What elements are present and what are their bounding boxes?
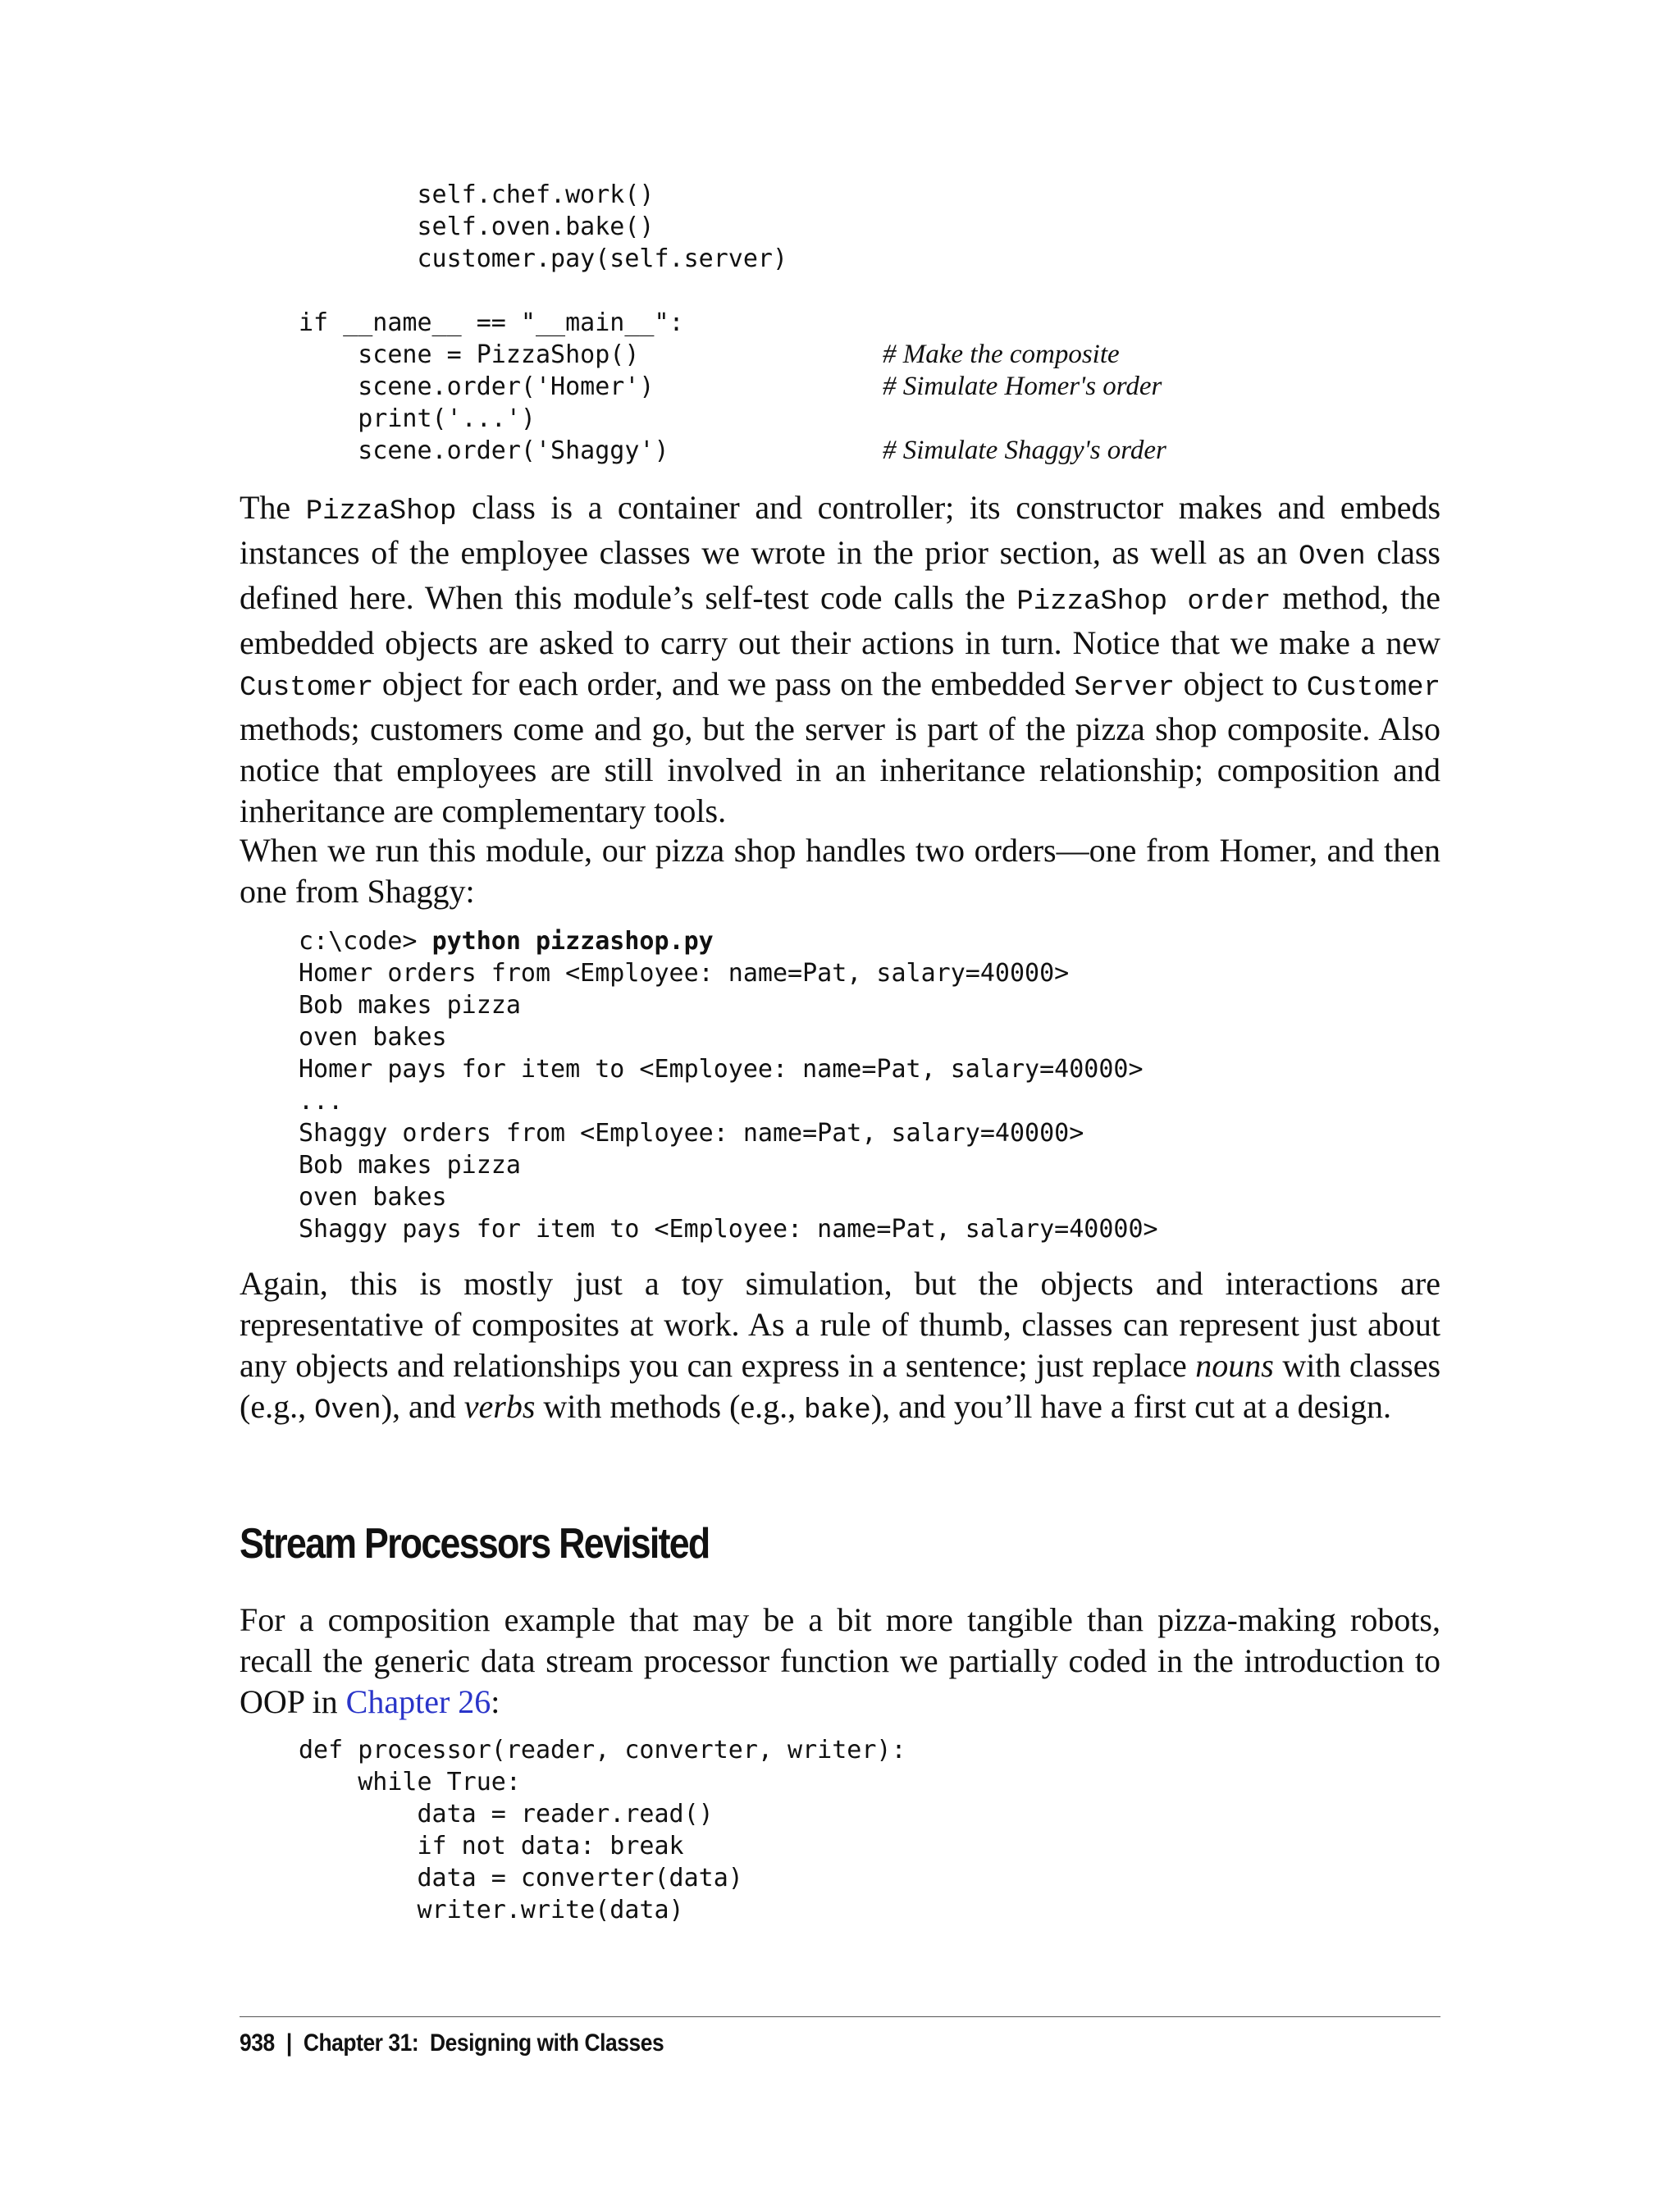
output-line: oven bakes	[299, 1023, 447, 1052]
inline-code: Server	[1074, 673, 1175, 704]
inline-code: PizzaShop order	[1016, 587, 1271, 618]
output-line: oven bakes	[299, 1183, 447, 1212]
shell-command: python pizzashop.py	[431, 927, 714, 956]
paragraph-stream-processor: For a composition example that may be a bit more tangible than pizza-making robots, recall the generic data stream processor function we partially coded in the introduction to OOP in Chapter 26:	[240, 1601, 1440, 1720]
inline-code: PizzaShop	[305, 496, 457, 527]
inline-code: Customer	[1306, 673, 1440, 704]
inline-code: Customer	[240, 673, 374, 704]
code-line: self.oven.bake()	[299, 212, 655, 241]
code-block-pizzashop	[299, 179, 788, 467]
paragraph-run-module: When we run this module, our pizza shop handles two orders—one from Homer, and then one from Shaggy:	[240, 832, 1440, 910]
code-block-output	[299, 925, 1158, 1245]
page-number: 938	[240, 2029, 275, 2057]
output-line: Homer orders from <Employee: name=Pat, salary=40000>	[299, 959, 1070, 988]
output-line: ...	[299, 1087, 344, 1116]
code-line: scene = PizzaShop()	[299, 340, 640, 369]
chapter-title: Chapter 31: Designing with Classes	[303, 2029, 664, 2057]
output-line: Shaggy pays for item to <Employee: name=Pat, salary=40000>	[299, 1215, 1158, 1244]
code-comment: # Simulate Shaggy's order	[883, 436, 1166, 465]
output-line: Shaggy orders from <Employee: name=Pat, salary=40000>	[299, 1119, 1084, 1148]
footer-separator: |	[285, 2029, 292, 2057]
inline-code: bake	[804, 1395, 871, 1427]
footer-divider	[240, 2016, 1440, 2017]
code-line: scene.order('Shaggy')	[299, 436, 669, 465]
emphasis: nouns	[1195, 1347, 1274, 1384]
section-heading: Stream Processors Revisited	[240, 1520, 710, 1568]
inline-code: Oven	[314, 1395, 381, 1427]
paragraph-pizzashop-description: The PizzaShop class is a container and controller; its constructor makes and embeds instances of the employee classes we wrote in the prior section, as well as an Oven class defined here. When this module’s self-test code calls the PizzaShop order method, the embedded objects are asked to carry out their actions in turn. Notice that we make a new Customer object for each order, and we pass on the embedded Server object to Customer methods; customers come and go, but the server is part of the pizza shop composite. Also notice that employees are still involved in an inheritance relationship; composition and inheritance are complementary tools.	[240, 489, 1441, 829]
output-line: Bob makes pizza	[299, 991, 521, 1020]
code-comment: # Simulate Homer's order	[883, 372, 1162, 401]
shell-prompt: c:\code>	[299, 927, 432, 956]
emphasis: verbs	[463, 1388, 536, 1425]
inline-code: Oven	[1299, 541, 1366, 573]
output-line: Bob makes pizza	[299, 1151, 521, 1180]
paragraph-toy-simulation: Again, this is mostly just a toy simulation, but the objects and interactions are representative of composites at work. As a rule of thumb, classes can represent just about any objects and relationships you can express in a sentence; just replace nouns with classes (e.g., Oven), and verbs with methods (e.g., bake), and you’ll have a first cut at a design.	[240, 1265, 1441, 1427]
code-line: self.chef.work()	[299, 180, 655, 209]
output-line: Homer pays for item to <Employee: name=Pat, salary=40000>	[299, 1055, 1144, 1084]
code-line: customer.pay(self.server)	[299, 244, 788, 273]
code-line: scene.order('Homer')	[299, 372, 655, 401]
chapter-link[interactable]: Chapter 26	[345, 1683, 491, 1720]
code-block-processor: def processor(reader, converter, writer): while True: data = reader.read() if not data: break data = converter(data) writer.write(data)	[299, 1736, 906, 1924]
code-line: if __name__ == "__main__":	[299, 308, 684, 337]
code-comments	[883, 339, 1166, 467]
code-line: print('...')	[299, 404, 536, 433]
code-comment: # Make the composite	[883, 340, 1120, 369]
page-footer	[240, 2029, 664, 2057]
